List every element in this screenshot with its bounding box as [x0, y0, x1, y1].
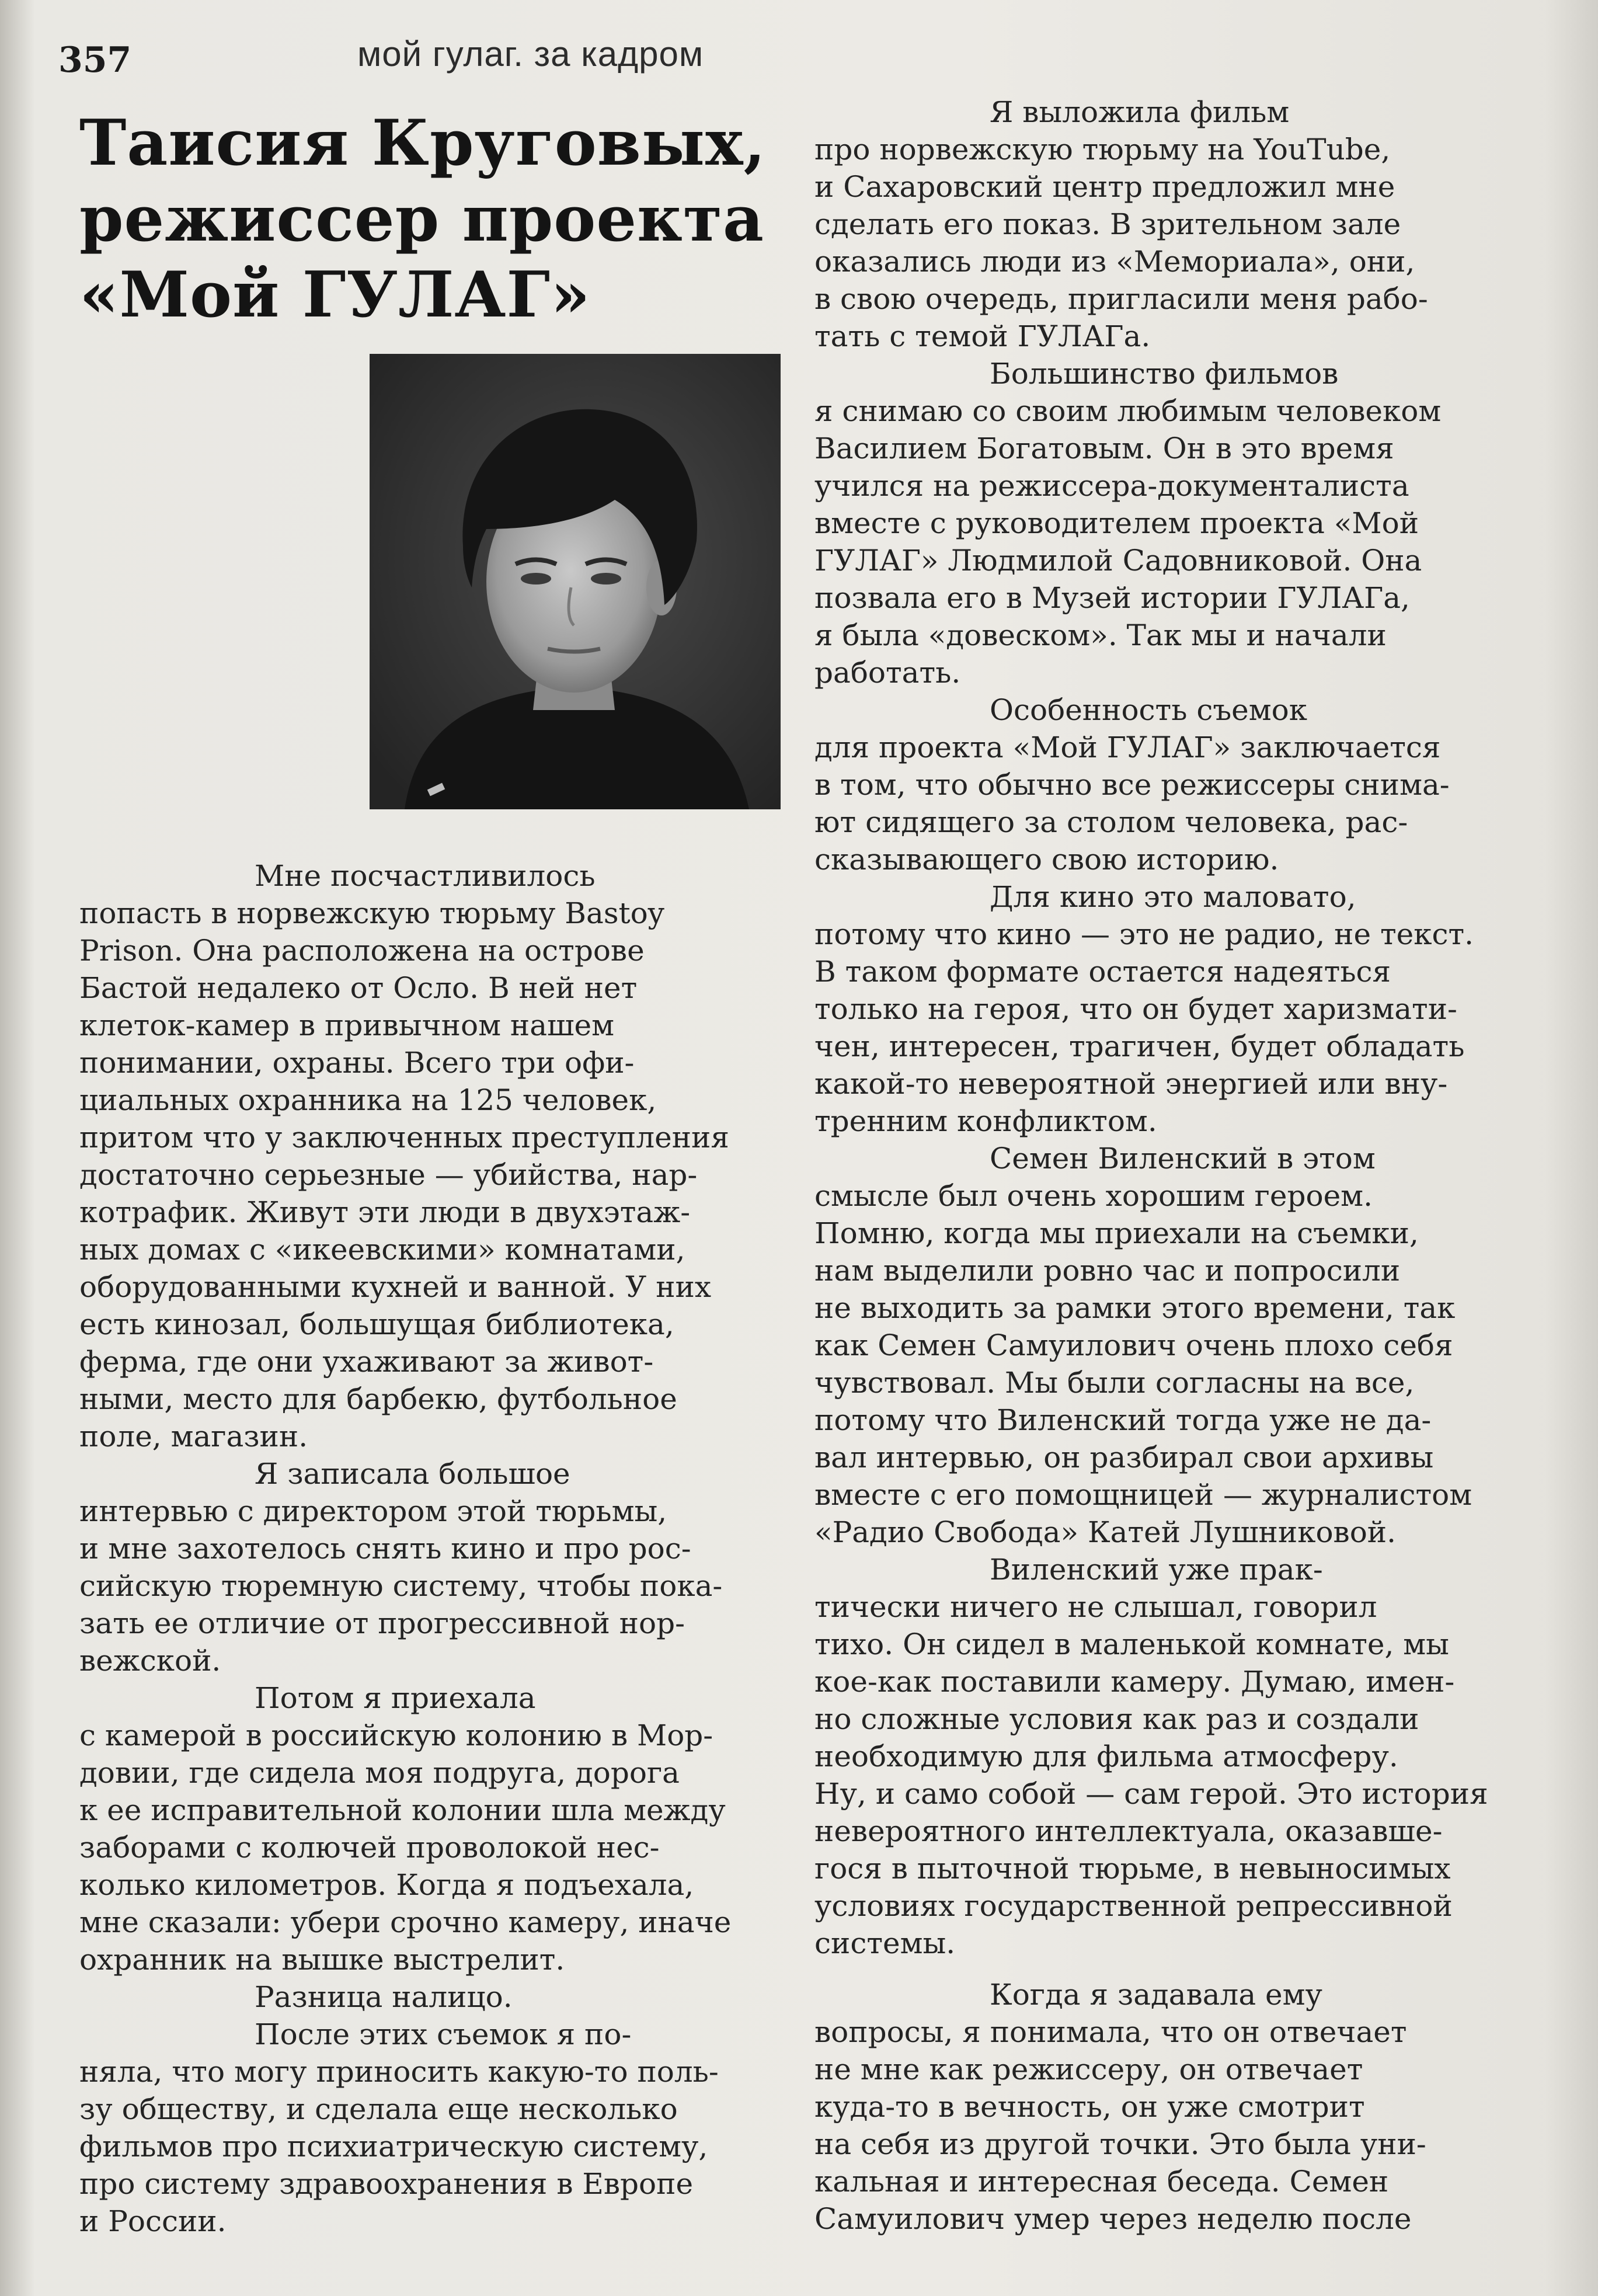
text-line: тихо. Он сидел в маленькой комнате, мы — [814, 1627, 1449, 1661]
text-line: на себя из другой точки. Это была уни- — [814, 2127, 1426, 2161]
text-line: в свою очередь, пригласили меня рабо- — [814, 282, 1428, 316]
text-line: про систему здравоохранения в Европе — [79, 2167, 694, 2201]
text-line: и России. — [79, 2204, 227, 2238]
text-line: позвала его в Музей истории ГУЛАГа, — [814, 581, 1410, 615]
page-spine-shadow — [0, 0, 35, 2296]
text-line: вопросы, я понимала, что он отвечает — [814, 2015, 1407, 2049]
text-line: вал интервью, он разбирал свои архивы — [814, 1441, 1434, 1474]
text-line: притом что у заключенных преступления — [79, 1121, 729, 1154]
text-line: вежской. — [79, 1644, 221, 1678]
text-line: оборудованными кухней и ванной. У них — [79, 1270, 712, 1304]
text-line: учился на режиссера-документалиста — [814, 469, 1409, 503]
text-line: и Сахаровский центр предложил мне — [814, 170, 1395, 204]
text-line: понимании, охраны. Всего три офи- — [79, 1046, 635, 1080]
paragraph — [814, 1976, 1533, 2238]
paragraph — [814, 1551, 1533, 1962]
text-line: ГУЛАГ» Людмилой Садовниковой. Она — [814, 544, 1422, 578]
text-line: зу обществу, и сделала еще несколько — [79, 2092, 678, 2126]
text-line: поле, магазин. — [79, 1420, 308, 1453]
text-line: Prison. Она расположена на острове — [79, 934, 645, 968]
running-head: мой гулаг. за кадром — [357, 34, 704, 74]
text-line: системы. — [814, 1926, 956, 1960]
text-line: Разница налицо. — [255, 1980, 513, 2014]
text-line: я снимаю со своим любимым человеком — [814, 394, 1442, 428]
paragraph — [79, 1978, 798, 2016]
text-line: Ну, и само собой — сам герой. Это история — [814, 1777, 1488, 1811]
text-line: довии, где сидела моя подруга, дорога — [79, 1756, 680, 1790]
text-line: ют сидящего за столом человека, рас- — [814, 805, 1408, 839]
text-line: не выходить за рамки этого времени, так — [814, 1291, 1456, 1325]
text-line: Когда я задавала ему — [990, 1978, 1322, 2012]
text-line: колько километров. Когда я подъехала, — [79, 1868, 694, 1902]
text-line: Для кино это маловато, — [990, 880, 1356, 914]
text-line: Помню, когда мы приехали на съемки, — [814, 1216, 1419, 1250]
paragraph-gap — [814, 1962, 1533, 1976]
text-line: заборами с колючей проволокой нес- — [79, 1831, 660, 1864]
text-line: но сложные условия как раз и создали — [814, 1702, 1419, 1736]
text-line: вместе с его помощницей — журналистом — [814, 1478, 1472, 1512]
text-line: Семен Виленский в этом — [990, 1142, 1376, 1175]
text-line: смысле был очень хорошим героем. — [814, 1179, 1373, 1213]
text-line: Я записала большое — [255, 1457, 570, 1491]
text-line: какой-то невероятной энергией или вну- — [814, 1067, 1448, 1101]
text-line: не мне как режиссеру, он отвечает — [814, 2053, 1363, 2086]
text-line: тически ничего не слышал, говорил — [814, 1590, 1377, 1624]
text-line: оказались люди из «Мемориала», они, — [814, 245, 1415, 279]
text-line: Виленский уже прак- — [990, 1553, 1323, 1587]
text-line: Потом я приехала — [255, 1681, 536, 1715]
text-line: попасть в норвежскую тюрьму Bastoy — [79, 896, 664, 930]
article-title — [79, 105, 798, 333]
paragraph — [814, 878, 1533, 1140]
text-line: котрафик. Живут эти люди в двухэтаж- — [79, 1195, 691, 1229]
text-line: условиях государственной репрессивной — [814, 1889, 1453, 1923]
text-line: и мне захотелось снять кино и про рос- — [79, 1532, 691, 1566]
text-line: клеток-камер в привычном нашем — [79, 1008, 614, 1042]
text-line: Самуилович умер через неделю после — [814, 2202, 1412, 2236]
text-line: необходимую для фильма атмосферу. — [814, 1740, 1398, 1773]
text-line: я была «довеском». Так мы и начали — [814, 618, 1387, 652]
text-line: тать с темой ГУЛАГа. — [814, 319, 1151, 353]
left-column — [79, 105, 798, 2240]
title-line: «Мой ГУЛАГ» — [79, 258, 591, 332]
text-line: зать ее отличие от прогрессивной нор- — [79, 1606, 685, 1640]
paragraph — [814, 1140, 1533, 1551]
text-line: вместе с руководителем проекта «Мой — [814, 506, 1419, 540]
paragraph — [79, 857, 798, 1455]
text-line: чен, интересен, трагичен, будет обладать — [814, 1029, 1465, 1063]
title-line: Таисия Круговых, — [79, 106, 767, 180]
text-line: фильмов про психиатрическую систему, — [79, 2130, 708, 2163]
text-line: достаточно серьезные — убийства, нар- — [79, 1158, 698, 1192]
text-line: ферма, где они ухаживают за живот- — [79, 1345, 654, 1379]
text-line: сийскую тюремную систему, чтобы пока- — [79, 1569, 723, 1603]
text-line: кое-как поставили камеру. Думаю, имен- — [814, 1665, 1455, 1699]
page-number: 357 — [58, 40, 132, 81]
text-line: только на героя, что он будет харизмати- — [814, 992, 1457, 1026]
text-line: потому что Виленский тогда уже не да- — [814, 1403, 1432, 1437]
right-column — [814, 93, 1533, 2238]
text-line: Я выложила фильм — [990, 95, 1290, 129]
text-line: сделать его показ. В зрительном зале — [814, 207, 1401, 241]
text-line: Мне посчастливилось — [255, 859, 596, 893]
text-line: ных домах с «икеевскими» комнатами, — [79, 1233, 685, 1267]
text-line: «Радио Свобода» Катей Лушниковой. — [814, 1515, 1397, 1549]
text-line: чувствовал. Мы были согласны на все, — [814, 1366, 1415, 1400]
portrait-photo — [370, 354, 781, 809]
text-line: работать. — [814, 656, 961, 690]
text-line: тренним конфликтом. — [814, 1104, 1157, 1138]
text-line: для проекта «Мой ГУЛАГ» заключается — [814, 730, 1441, 764]
text-line: куда-то в вечность, он уже смотрит — [814, 2090, 1365, 2124]
text-line: няла, что могу приносить какую-то поль- — [79, 2055, 719, 2089]
text-line: охранник на вышке выстрелит. — [79, 1943, 565, 1977]
text-line: нам выделили ровно час и попросили — [814, 1254, 1401, 1288]
text-line: с камерой в российскую колонию в Мор- — [79, 1718, 713, 1752]
left-body-text — [79, 857, 798, 2240]
text-line: потому что кино — это не радио, не текст. — [814, 917, 1474, 951]
text-line: Бастой недалеко от Осло. В ней нет — [79, 971, 638, 1005]
text-line: интервью с директором этой тюрьмы, — [79, 1494, 667, 1528]
text-line: Василием Богатовым. Он в это время — [814, 432, 1394, 465]
text-line: ными, место для барбекю, футбольное — [79, 1382, 677, 1416]
text-line: как Семен Самуилович очень плохо себя — [814, 1328, 1453, 1362]
text-line: циальных охранника на 125 человек, — [79, 1083, 657, 1117]
text-line: про норвежскую тюрьму на YouTube, — [814, 133, 1391, 166]
portrait-photo-image — [370, 354, 781, 809]
paragraph — [79, 2016, 798, 2240]
text-line: сказывающего свою историю. — [814, 843, 1279, 876]
text-line: кальная и интересная беседа. Семен — [814, 2165, 1389, 2198]
paragraph — [814, 93, 1533, 355]
text-line: к ее исправительной колонии шла между — [79, 1793, 726, 1827]
title-line: режиссер проекта — [79, 182, 764, 256]
text-line: мне сказали: убери срочно камеру, иначе — [79, 1905, 732, 1939]
text-line: Особенность съемок — [990, 693, 1307, 727]
text-line: есть кинозал, большущая библиотека, — [79, 1307, 674, 1341]
text-line: Большинство фильмов — [990, 357, 1339, 391]
paragraph — [814, 691, 1533, 878]
text-line: гося в пыточной тюрьме, в невыносимых — [814, 1852, 1451, 1885]
page-edge-shadow — [1545, 0, 1598, 2296]
paragraph — [814, 355, 1533, 691]
paragraph — [79, 1679, 798, 1978]
paragraph — [79, 1455, 798, 1679]
text-line: в том, что обычно все режиссеры снима- — [814, 768, 1450, 802]
text-line: После этих съемок я по- — [255, 2017, 632, 2051]
text-line: невероятного интеллектуала, оказавше- — [814, 1814, 1443, 1848]
text-line: В таком формате остается надеяться — [814, 955, 1391, 989]
